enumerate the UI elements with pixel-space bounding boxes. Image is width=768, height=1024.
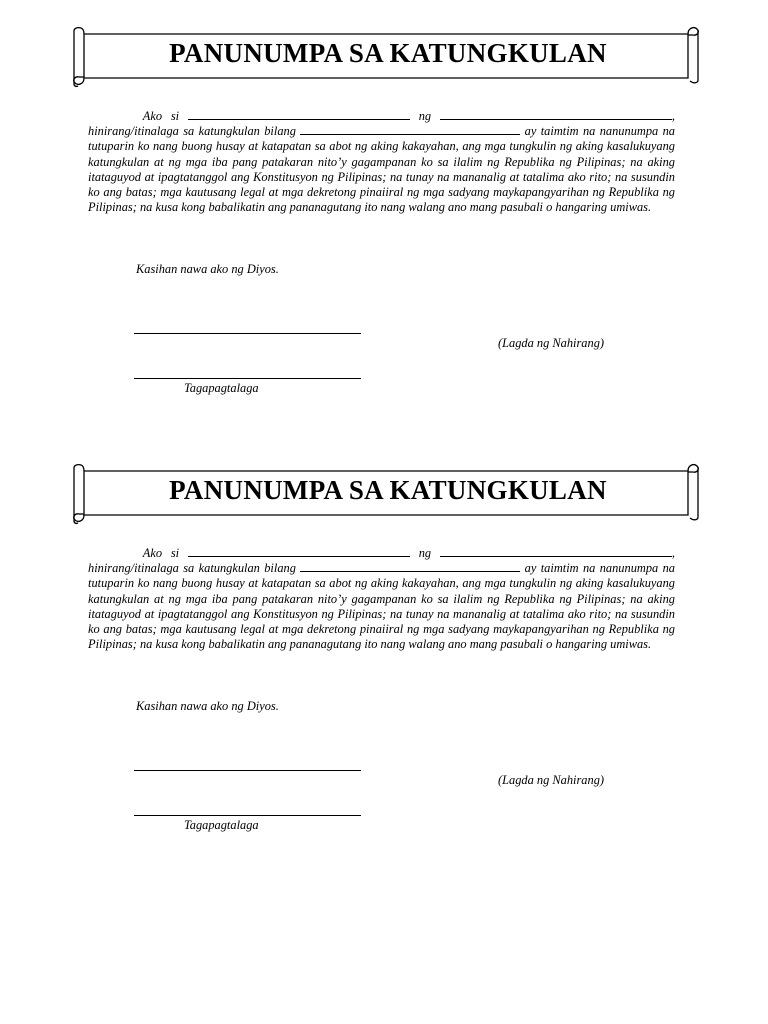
oath-paragraph — [88, 546, 675, 652]
closing-line: Kasihan nawa ako ng Diyos. — [136, 262, 279, 276]
administrator-label: Tagapagtalaga — [184, 818, 259, 832]
office-blank[interactable] — [440, 546, 672, 557]
oath-hinirang: hinirang/itinalaga sa katungkulan bilang — [88, 561, 296, 576]
title-scroll-banner — [70, 26, 704, 88]
oath-hinirang: hinirang/itinalaga sa katungkulan bilang — [88, 124, 296, 139]
position-blank[interactable] — [300, 124, 520, 135]
signature-line[interactable] — [134, 770, 361, 771]
oath-comma: , — [671, 109, 675, 123]
signature-label: (Lagda ng Nahirang) — [498, 773, 605, 787]
oath-ng: ng — [418, 109, 432, 123]
administrator-signature-line[interactable] — [134, 378, 361, 379]
signature-line[interactable] — [134, 333, 361, 334]
oath-comma: , — [671, 546, 675, 560]
oath-ng: ng — [418, 546, 432, 560]
title-scroll-banner — [70, 463, 704, 525]
position-blank[interactable] — [300, 561, 520, 572]
oath-paragraph — [88, 109, 675, 215]
oath-form-1 — [0, 26, 768, 466]
office-blank[interactable] — [440, 109, 672, 120]
oath-form-2 — [0, 463, 768, 903]
oath-body: ay taimtim na nanunumpa na tutuparin ko nang buong husay at katapatan sa abot ng aking kakayahan, ang mga tungkulin ng aking kasalukuyang katungkulan at ng mga iba pang patakaran nito’y gagampanan ko sa ilalim ng Republika ng Pilipinas; na aking itataguyod at ipagtatanggol ang Konstitusyon ng Pilipinas; na tunay na mananalig at tatalima ako rito; na susundin ko ang batas; mga kautusang legal at mga dekretong pinaiiral ng mga sadyang maykapangyarihan ng Republika ng Pilipinas; na kusa kong babalikatin ang pananagutang ito nang walang ano mang pasubali o hangaring umiwas. — [88, 124, 675, 215]
signature-label: (Lagda ng Nahirang) — [498, 336, 605, 350]
closing-line: Kasihan nawa ako ng Diyos. — [136, 699, 279, 713]
oath-ako-si: Ako si — [142, 109, 180, 123]
form-title: PANUNUMPA SA KATUNGKULAN — [169, 38, 607, 68]
oath-ako-si: Ako si — [142, 546, 180, 560]
name-blank[interactable] — [188, 546, 410, 557]
oath-body: ay taimtim na nanunumpa na tutuparin ko nang buong husay at katapatan sa abot ng aking kakayahan, ang mga tungkulin ng aking kasalukuyang katungkulan at ng mga iba pang patakaran nito’y gagampanan ko sa ilalim ng Republika ng Pilipinas; na aking itataguyod at ipagtatanggol ang Konstitusyon ng Pilipinas; na tunay na mananalig at tatalima ako rito; na susundin ko ang batas; mga kautusang legal at mga dekretong pinaiiral ng mga sadyang maykapangyarihan ng Republika ng Pilipinas; na kusa kong babalikatin ang pananagutang ito nang walang ano mang pasubali o hangaring umiwas. — [88, 561, 675, 652]
administrator-label: Tagapagtalaga — [184, 381, 259, 395]
administrator-signature-line[interactable] — [134, 815, 361, 816]
form-title: PANUNUMPA SA KATUNGKULAN — [169, 475, 607, 505]
name-blank[interactable] — [188, 109, 410, 120]
